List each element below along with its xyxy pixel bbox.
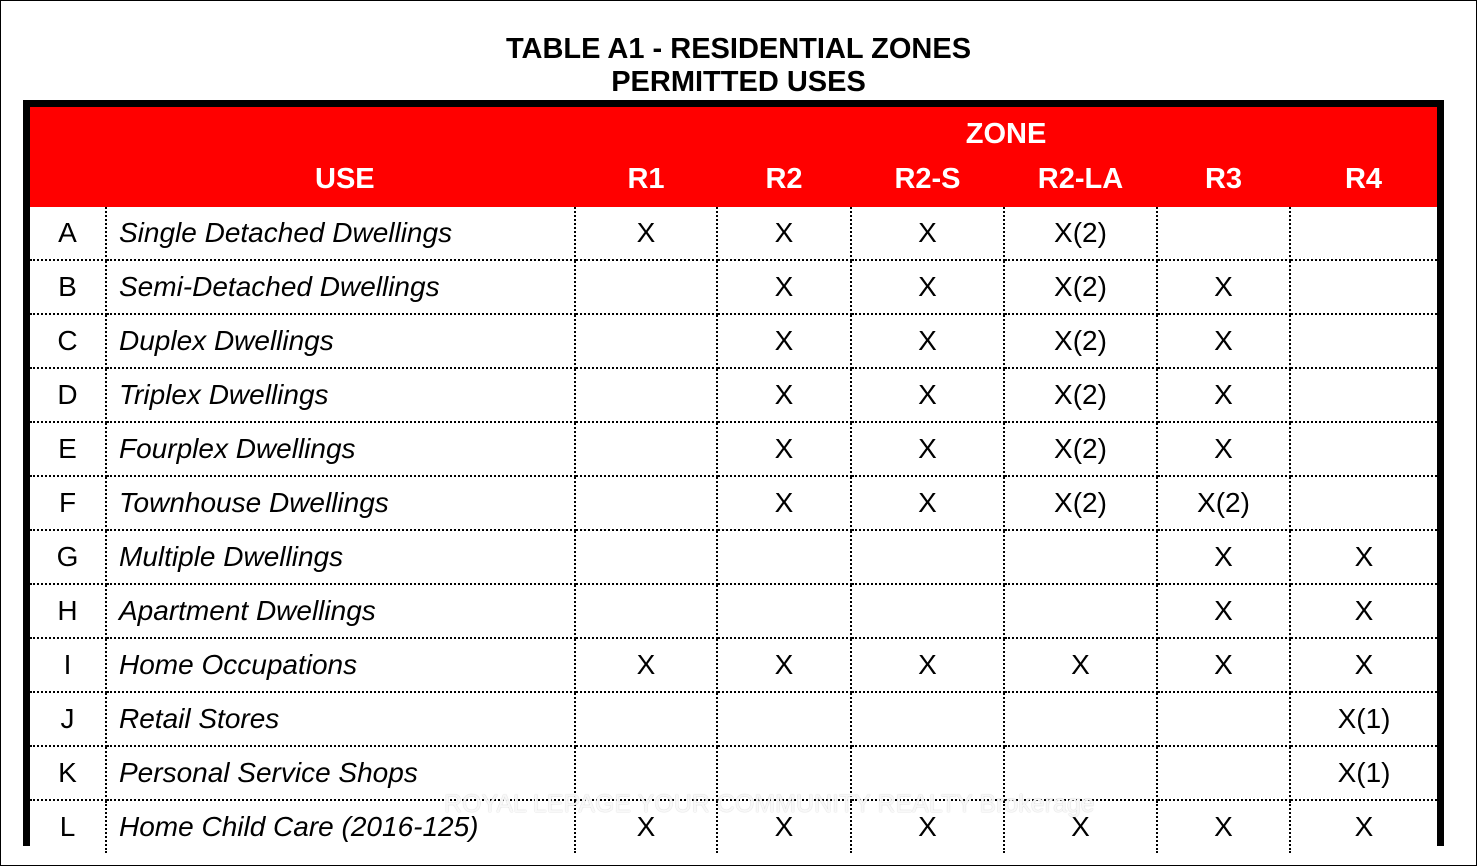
zone-header-row: [30, 107, 1437, 151]
zone-cell-r2: X: [717, 314, 851, 368]
zone-cell-r2-la: X(2): [1004, 314, 1157, 368]
row-letter: J: [30, 692, 106, 746]
zone-cell-r1: [575, 476, 717, 530]
use-name: Single Detached Dwellings: [106, 207, 575, 260]
zone-cell-r1: X: [575, 638, 717, 692]
table-row: [30, 207, 1437, 260]
table-row: [30, 476, 1437, 530]
row-letter: G: [30, 530, 106, 584]
zone-cell-r2: X: [717, 638, 851, 692]
use-name: Multiple Dwellings: [106, 530, 575, 584]
table-title: TABLE A1 - RESIDENTIAL ZONES: [505, 33, 972, 65]
use-name: Apartment Dwellings: [106, 584, 575, 638]
table-row: [30, 584, 1437, 638]
table-row: [30, 530, 1437, 584]
zone-cell-r1: [575, 368, 717, 422]
zone-cell-r2: X: [717, 800, 851, 853]
zone-cell-r2-la: X(2): [1004, 422, 1157, 476]
zone-cell-r2-s: [851, 746, 1004, 800]
row-letter: B: [30, 260, 106, 314]
row-letter: K: [30, 746, 106, 800]
zone-cell-r3: X: [1157, 314, 1290, 368]
zone-cell-r2-la: [1004, 584, 1157, 638]
row-letter: E: [30, 422, 106, 476]
zone-cell-r4: [1290, 422, 1437, 476]
zone-header: ZONE: [575, 107, 1437, 151]
zone-cell-r2: X: [717, 260, 851, 314]
zone-cell-r2-s: [851, 584, 1004, 638]
row-letter: C: [30, 314, 106, 368]
zone-cell-r3: X: [1157, 260, 1290, 314]
zone-cell-r4: X: [1290, 584, 1437, 638]
use-name: Duplex Dwellings: [106, 314, 575, 368]
use-name: Townhouse Dwellings: [106, 476, 575, 530]
zone-cell-r2: X: [717, 476, 851, 530]
zone-cell-r2-la: [1004, 746, 1157, 800]
column-header-r2: R2: [717, 151, 851, 207]
header-blank: [30, 151, 106, 207]
zone-cell-r3: X: [1157, 422, 1290, 476]
use-name: Home Child Care (2016-125): [106, 800, 575, 853]
zone-cell-r2-s: X: [851, 207, 1004, 260]
zone-cell-r2: [717, 530, 851, 584]
zone-cell-r2: [717, 584, 851, 638]
zone-cell-r3: [1157, 207, 1290, 260]
zone-cell-r1: X: [575, 207, 717, 260]
zone-cell-r4: [1290, 260, 1437, 314]
zone-cell-r1: [575, 530, 717, 584]
zone-cell-r2: [717, 746, 851, 800]
zone-cell-r2-s: X: [851, 368, 1004, 422]
zone-cell-r3: X: [1157, 800, 1290, 853]
zone-cell-r2-la: [1004, 692, 1157, 746]
zone-cell-r2-la: X(2): [1004, 207, 1157, 260]
zone-cell-r2: X: [717, 368, 851, 422]
use-name: Personal Service Shops: [106, 746, 575, 800]
zone-cell-r3: X: [1157, 638, 1290, 692]
zone-cell-r1: [575, 692, 717, 746]
zone-cell-r4: [1290, 314, 1437, 368]
zone-cell-r2: X: [717, 207, 851, 260]
permitted-uses-table: [30, 107, 1437, 853]
column-header-r4: R4: [1290, 151, 1437, 207]
zone-cell-r2-s: [851, 692, 1004, 746]
zone-cell-r3: X: [1157, 584, 1290, 638]
zone-cell-r2-la: X: [1004, 800, 1157, 853]
use-header: USE: [106, 151, 575, 207]
zone-cell-r4: X: [1290, 530, 1437, 584]
use-name: Semi-Detached Dwellings: [106, 260, 575, 314]
table-row: [30, 746, 1437, 800]
table-body: [30, 207, 1437, 853]
table-row: [30, 800, 1437, 853]
row-letter: I: [30, 638, 106, 692]
row-letter: H: [30, 584, 106, 638]
table-row: [30, 422, 1437, 476]
table-frame: [23, 100, 1444, 846]
zone-cell-r1: [575, 314, 717, 368]
zone-cell-r2-la: X(2): [1004, 368, 1157, 422]
table-row: [30, 692, 1437, 746]
zone-cell-r4: [1290, 207, 1437, 260]
zone-cell-r2-s: X: [851, 476, 1004, 530]
zone-cell-r1: [575, 260, 717, 314]
zone-cell-r4: X(1): [1290, 746, 1437, 800]
watermark-text: ROYAL LEPAGE YOUR COMMUNITY REALTY Brokerage: [444, 790, 1095, 818]
zone-cell-r1: [575, 746, 717, 800]
zone-cell-r1: [575, 584, 717, 638]
table-subtitle: PERMITTED USES: [611, 66, 866, 98]
row-letter: A: [30, 207, 106, 260]
zone-cell-r3: X: [1157, 368, 1290, 422]
zone-cell-r2-s: X: [851, 422, 1004, 476]
use-name: Retail Stores: [106, 692, 575, 746]
zone-cell-r2-s: X: [851, 800, 1004, 853]
column-header-r2-s: R2-S: [851, 151, 1004, 207]
header-blank: [106, 107, 575, 151]
zone-cell-r3: [1157, 692, 1290, 746]
table-row: [30, 314, 1437, 368]
column-header-r1: R1: [575, 151, 717, 207]
zone-cell-r4: X: [1290, 638, 1437, 692]
zone-cell-r3: X: [1157, 530, 1290, 584]
zone-cell-r2-s: [851, 530, 1004, 584]
zone-cell-r4: [1290, 368, 1437, 422]
use-name: Triplex Dwellings: [106, 368, 575, 422]
zone-cell-r2-la: [1004, 530, 1157, 584]
zone-cell-r2-s: X: [851, 314, 1004, 368]
zone-cell-r1: [575, 422, 717, 476]
zone-cell-r3: [1157, 746, 1290, 800]
zone-cell-r4: X: [1354, 811, 1374, 842]
header-blank: [30, 107, 106, 151]
column-header-row: [30, 151, 1437, 207]
column-header-r3: R3: [1157, 151, 1290, 207]
zone-cell-r2: [717, 692, 851, 746]
zone-cell-r2-la: X(2): [1004, 476, 1157, 530]
use-name: Home Occupations: [106, 638, 575, 692]
zone-cell-r1: X: [575, 800, 717, 853]
zone-cell-r2: X: [717, 422, 851, 476]
zone-cell-r4: [1290, 476, 1437, 530]
table-row: [30, 638, 1437, 692]
zone-cell-r4: X(1): [1290, 692, 1437, 746]
row-letter: D: [30, 368, 106, 422]
table-row: [30, 260, 1437, 314]
zone-cell-r2-la: X(2): [1004, 260, 1157, 314]
zone-cell-r2-s: X: [851, 260, 1004, 314]
zone-cell-r2-s: X: [851, 638, 1004, 692]
use-name: Fourplex Dwellings: [106, 422, 575, 476]
table-row: [30, 368, 1437, 422]
row-letter: F: [30, 476, 106, 530]
zone-cell-r2-la: X: [1004, 638, 1157, 692]
row-letter: L: [30, 800, 106, 853]
zone-cell-r3: X(2): [1157, 476, 1290, 530]
column-header-r2-la: R2-LA: [1004, 151, 1157, 207]
